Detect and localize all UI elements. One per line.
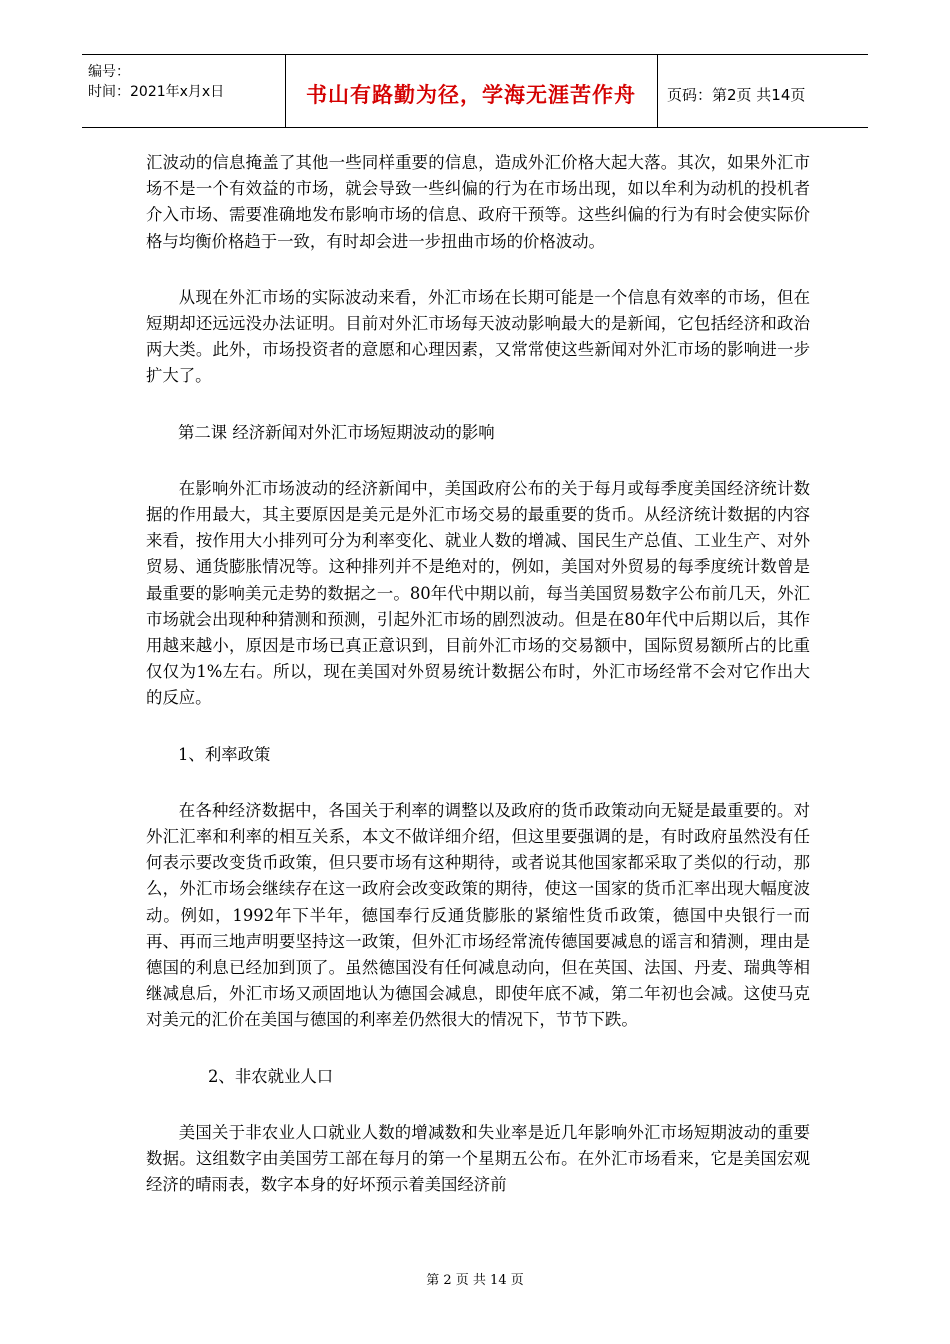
header-page-cell — [657, 55, 868, 127]
document-time-label: 时间：2021年x月x日 — [88, 84, 225, 100]
paragraph: 美国关于非农业人口就业人数的增减数和失业率是近几年影响外汇市场短期波动的重要数据。这组数字由美国劳工部在每月的第一个星期五公布。在外汇市场看来，它是美国宏观经济的晴雨表，数字本身的好坏预示着美国经济前 — [146, 1122, 810, 1195]
paragraph: 在各种经济数据中，各国关于利率的调整以及政府的货币政策动向无疑是最重要的。对外汇汇率和利率的相互关系，本文不做详细介绍，但这里要强调的是，有时政府虽然没有任何表示要改变货币政策，但只要市场有这种期待，或者说其他国家都采取了类似的行动，那么，外汇市场会继续存在这一政府会改变政策的期待，使这一国家的货币汇率出现大幅度波动。例如，1992年下半年，德国奉行反通货膨胀的紧缩性货币政策，德国中央银行一而再、再而三地声明要坚持这一政策，但外汇市场经常流传德国要减息的谣言和猜测，理由是德国的利息已经加到顶了。虽然德国没有任何减息动向，但在英国、法国、丹麦、瑞典等相继减息后，外汇市场又顽固地认为德国会减息，即使年底不减，第二年初也会减。这使马克对美元的汇价在美国与德国的利率差仍然很大的情况下，节节下跌。 — [146, 800, 810, 1030]
section-heading-nonfarm: 2、非农就业人口 — [208, 1066, 334, 1086]
header-page-number: 页码：第2页 共14页 — [667, 86, 806, 104]
paragraph: 从现在外汇市场的实际波动来看，外汇市场在长期可能是一个信息有效率的市场，但在短期却还远远没办法证明。目前对外汇市场每天波动影响最大的是新闻，它包括经济和政治两大类。此外，市场投资者的意愿和心理因素，又常常使这些新闻对外汇市场的影响进一步扩大了。 — [146, 287, 810, 386]
paragraph: 在影响外汇市场波动的经济新闻中，美国政府公布的关于每月或每季度美国经济统计数据的作用最大，其主要原因是美元是外汇市场交易的最重要的货币。从经济统计数据的内容来看，按作用大小排列可分为利率变化、就业人数的增减、国民生产总值、工业生产、对外贸易、通货膨胀情况等。这种排列并不是绝对的，例如，美国对外贸易的每季度统计数曾是最重要的影响美元走势的数据之一。80年代中期以前，每当美国贸易数字公布前几天，外汇市场就会出现种种猜测和预测，引起外汇市场的剧烈波动。但是在80年代中后期以后，其作用越来越小，原因是市场已真正意识到，目前外汇市场的交易额中，国际贸易额所占的比重仅仅为1%左右。所以，现在美国对外贸易统计数据公布时，外汇市场经常不会对它作出大的反应。 — [146, 478, 810, 708]
page-footer: 第 2 页 共 14 页 — [426, 1273, 524, 1288]
header-motto: 书山有路勤为径，学海无涯苦作舟 — [306, 83, 636, 107]
page-header — [82, 54, 868, 128]
header-motto-cell — [285, 55, 658, 127]
header-meta-cell — [82, 55, 286, 127]
section-heading-interest-rate: 1、利率政策 — [178, 744, 271, 764]
document-body — [146, 150, 810, 1199]
document-number-label: 编号： — [88, 64, 130, 80]
paragraph-continued: 汇波动的信息掩盖了其他一些同样重要的信息，造成外汇价格大起大落。其次，如果外汇市场不是一个有效益的市场，就会导致一些纠偏的行为在市场出现，如以牟利为动机的投机者介入市场、需要准确地发布影响市场的信息、政府干预等。这些纠偏的行为有时会使实际价格与均衡价格趋于一致，有时却会进一步扭曲市场的价格波动。 — [146, 153, 810, 251]
lesson-heading: 第二课 经济新闻对外汇市场短期波动的影响 — [178, 422, 495, 442]
